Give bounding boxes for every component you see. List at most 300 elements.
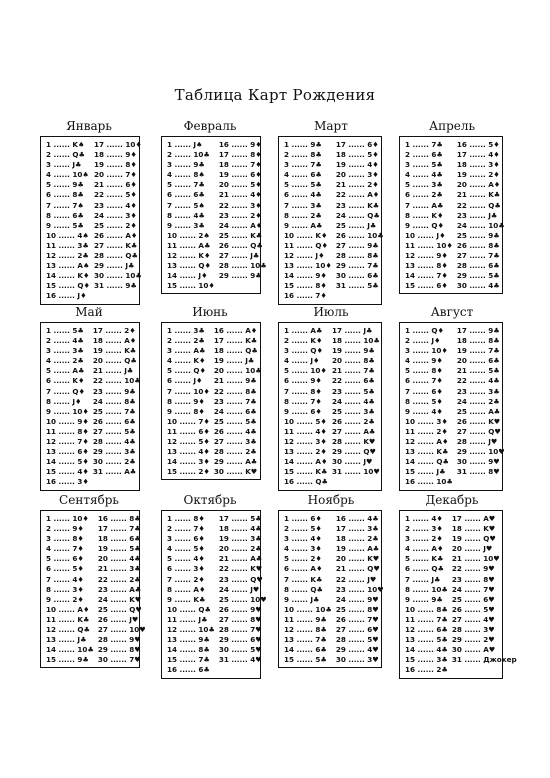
day-card-entry: 10 ...... 8♣ xyxy=(405,604,448,614)
day-card-entry: 31 ...... 5♣ xyxy=(335,281,379,291)
day-card-entry: 11 ...... J♣ xyxy=(167,614,208,624)
month-name: Июль xyxy=(313,305,349,319)
day-card-entry: 15 ...... 2♦ xyxy=(167,467,210,477)
day-card-entry: 10 ...... 5♦ xyxy=(284,416,327,426)
day-card-entry: 17 ...... 10♦ xyxy=(93,140,142,149)
day-card-entry: 10 ...... 10♣ xyxy=(284,604,332,614)
day-card-entry: 17 ...... K♣ xyxy=(213,336,258,346)
day-card-entry: 7 ...... 2♦ xyxy=(167,574,205,584)
day-card-entry: 24 ...... 3♦ xyxy=(93,210,137,220)
day-card-entry: 13 ...... 8♦ xyxy=(405,261,448,271)
day-card-entry: 31 ...... A♣ xyxy=(92,467,137,477)
day-card-entry: 16 ...... 9♦ xyxy=(218,140,262,149)
day-card-entry: 7 ...... K♣ xyxy=(284,574,323,584)
day-card-entry: 23 ...... A♣ xyxy=(97,584,142,594)
day-card-entry: 15 ...... 4♦ xyxy=(46,467,89,477)
day-card-entry: 14 ...... A♦ xyxy=(284,457,328,467)
day-card-entry: 17 ...... 4♦ xyxy=(456,150,500,160)
day-card-entry: 10 ...... 7♦ xyxy=(167,416,210,426)
day-card-entry: 3 ...... 5♣ xyxy=(405,160,443,170)
day-card-entry: 14 ...... J♦ xyxy=(167,271,208,281)
month-august xyxy=(399,304,505,492)
day-card-entry: 21 ...... 7♣ xyxy=(331,366,375,376)
day-card-entry: 22 ...... 8♣ xyxy=(213,386,257,396)
day-card-entry: 25 ...... 7♣ xyxy=(92,406,136,416)
day-card-entry: 25 ...... 6♥ xyxy=(451,594,495,604)
day-card-entry: 3 ...... 2♦ xyxy=(405,534,443,544)
day-card-entry: 14 ...... Q♣ xyxy=(405,457,449,467)
day-card-entry: 25 ...... 3♣ xyxy=(331,406,375,416)
day-card-entry: 14 ...... 3♦ xyxy=(167,457,210,467)
month-name: Сентябрь xyxy=(59,493,119,507)
day-card-entry: 1 ...... 7♣ xyxy=(405,140,443,149)
day-card-entry: 11 ...... 10♦ xyxy=(405,240,453,250)
day-card-entry: 6 ...... 8♣ xyxy=(46,190,84,200)
day-card-entry: 29 ...... 3♣ xyxy=(92,447,136,457)
day-card-entry: 23 ...... J♣ xyxy=(456,210,498,220)
day-card-entry: 8 ...... A♦ xyxy=(167,584,206,594)
month-table xyxy=(399,322,503,491)
days-column-left xyxy=(405,140,453,291)
day-card-entry: 26 ...... 10♣ xyxy=(335,230,384,240)
day-card-entry: 26 ...... 2♣ xyxy=(331,416,375,426)
day-card-entry: 15 ...... K♣ xyxy=(284,467,328,477)
month-table xyxy=(161,510,267,679)
month-table xyxy=(40,510,146,668)
day-card-entry: 25 ...... 8♥ xyxy=(335,604,379,614)
day-card-entry: 13 ...... 5♣ xyxy=(405,635,448,645)
day-card-entry: 25 ...... 5♣ xyxy=(213,416,257,426)
month-name: Май xyxy=(75,305,103,319)
day-card-entry: 28 ...... Q♣ xyxy=(93,251,138,261)
day-card-entry: 2 ...... 3♦ xyxy=(405,524,443,534)
day-card-entry: 11 ...... K♣ xyxy=(46,614,90,624)
day-card-entry: 14 ...... 7♦ xyxy=(405,271,448,281)
day-card-entry: 18 ...... Q♣ xyxy=(213,346,258,356)
day-card-entry: 27 ...... A♣ xyxy=(331,426,376,436)
day-card-entry: 20 ...... J♥ xyxy=(451,544,493,554)
day-card-entry: 22 ...... 4♣ xyxy=(456,376,500,386)
month-name: Февраль xyxy=(183,119,237,133)
day-card-entry: 26 ...... 7♥ xyxy=(335,614,379,624)
day-card-entry: 2 ...... K♦ xyxy=(284,336,323,346)
days-column-left xyxy=(167,514,215,676)
day-card-entry: 24 ...... 10♣ xyxy=(456,220,505,230)
day-card-entry: 20 ...... 2♣ xyxy=(218,544,262,554)
day-card-entry: 16 ...... Q♣ xyxy=(284,477,328,487)
day-card-entry: 24 ...... J♥ xyxy=(218,584,260,594)
days-column-right xyxy=(452,514,517,676)
day-card-entry: 23 ...... Q♥ xyxy=(218,574,263,584)
day-card-entry: 3 ...... 3♣ xyxy=(46,346,84,356)
day-card-entry: 19 ...... J♣ xyxy=(213,356,255,366)
day-card-entry: 24 ...... A♦ xyxy=(218,220,263,230)
day-card-entry: 17 ...... 3♣ xyxy=(335,524,379,534)
day-card-entry: 21 ...... K♣ xyxy=(456,190,501,200)
day-card-entry: 21 ...... 6♦ xyxy=(93,180,137,190)
day-card-entry: 16 ...... 2♣ xyxy=(405,665,448,675)
day-card-entry: 9 ...... J♣ xyxy=(284,594,320,604)
day-card-entry: 27 ...... K♣ xyxy=(93,240,138,250)
month-july xyxy=(278,304,384,492)
day-card-entry: 13 ...... 7♣ xyxy=(284,635,327,645)
day-card-entry: 8 ...... 9♦ xyxy=(167,396,205,406)
day-card-entry: 13 ...... 4♦ xyxy=(167,447,210,457)
day-card-entry: 5 ...... A♣ xyxy=(46,366,85,376)
day-card-entry: 7 ...... 8♦ xyxy=(284,386,322,396)
day-card-entry: 4 ...... 5♦ xyxy=(167,544,205,554)
day-card-entry: 3 ...... 4♦ xyxy=(284,534,322,544)
month-table xyxy=(278,510,382,668)
day-card-entry: 1 ...... 10♦ xyxy=(46,514,89,523)
day-card-entry: 11 ...... 9♣ xyxy=(284,614,327,624)
day-card-entry: 9 ...... 3♣ xyxy=(167,220,205,230)
day-card-entry: 7 ...... 10♦ xyxy=(167,386,210,396)
days-column-right xyxy=(457,140,505,291)
day-card-entry: 16 ...... 4♣ xyxy=(335,514,379,523)
day-card-entry: 12 ...... 6♣ xyxy=(405,625,448,635)
day-card-entry: 7 ...... 3♣ xyxy=(284,200,322,210)
day-card-entry: 8 ...... 4♣ xyxy=(167,210,205,220)
day-card-entry: 11 ...... 7♣ xyxy=(405,614,448,624)
day-card-entry: 18 ...... 3♦ xyxy=(456,160,500,170)
month-table xyxy=(278,136,382,305)
day-card-entry: 22 ...... 3♦ xyxy=(218,200,262,210)
day-card-entry: 30 ...... 2♣ xyxy=(92,457,136,467)
day-card-entry: 16 ...... A♦ xyxy=(213,326,258,335)
day-card-entry: 25 ...... Q♥ xyxy=(97,604,142,614)
day-card-entry: 31 ...... Джокер xyxy=(451,655,517,665)
day-card-entry: 20 ...... 5♦ xyxy=(218,180,262,190)
day-card-entry: 27 ...... 8♥ xyxy=(218,614,262,624)
day-card-entry: 29 ...... 9♣ xyxy=(218,271,262,281)
day-card-entry: 30 ...... 10♣ xyxy=(93,271,142,281)
day-card-entry: 14 ...... 8♣ xyxy=(167,645,210,655)
day-card-entry: 3 ...... 6♦ xyxy=(167,534,205,544)
day-card-entry: 23 ...... 8♥ xyxy=(451,574,495,584)
day-card-entry: 20 ...... 8♣ xyxy=(331,356,375,366)
day-card-entry: 5 ...... 4♦ xyxy=(167,554,205,564)
day-card-entry: 5 ...... 2♦ xyxy=(284,554,322,564)
day-card-entry: 17 ...... J♣ xyxy=(331,326,373,335)
day-card-entry: 6 ...... J♦ xyxy=(167,376,203,386)
day-card-entry: 3 ...... 9♣ xyxy=(167,160,205,170)
day-card-entry: 14 ...... 9♦ xyxy=(284,271,327,281)
month-name: Март xyxy=(314,119,348,133)
day-card-entry: 31 ...... 8♥ xyxy=(456,467,500,477)
day-card-entry: 11 ...... 4♦ xyxy=(284,426,327,436)
day-card-entry: 17 ...... 5♣ xyxy=(218,514,262,523)
month-september xyxy=(36,492,146,678)
month-december xyxy=(399,492,517,678)
day-card-entry: 18 ...... K♥ xyxy=(451,524,496,534)
days-column-left xyxy=(284,140,332,302)
day-card-entry: 6 ...... 5♦ xyxy=(46,564,84,574)
day-card-entry: 3 ...... Q♦ xyxy=(284,346,323,356)
day-card-entry: 6 ...... 4♣ xyxy=(284,190,322,200)
day-card-entry: 28 ...... 8♣ xyxy=(335,251,379,261)
day-card-entry: 12 ...... A♦ xyxy=(405,437,449,447)
day-card-entry: 4 ...... 6♣ xyxy=(284,170,322,180)
day-card-entry: 18 ...... 5♦ xyxy=(335,150,379,160)
day-card-entry: 12 ...... J♦ xyxy=(284,251,325,261)
day-card-entry: 18 ...... 10♣ xyxy=(331,336,380,346)
day-card-entry: 28 ...... 3♥ xyxy=(451,625,495,635)
day-card-entry: 29 ...... 10♥ xyxy=(456,447,505,457)
day-card-entry: 5 ...... K♣ xyxy=(405,554,444,564)
day-card-entry: 13 ...... J♣ xyxy=(46,635,87,645)
day-card-entry: 7 ...... 7♠ xyxy=(46,200,84,210)
day-card-entry: 15 ...... 3♣ xyxy=(405,655,448,665)
day-card-entry: 14 ...... 6♣ xyxy=(284,645,327,655)
day-card-entry: 17 ...... 9♣ xyxy=(456,326,500,335)
month-table xyxy=(161,136,267,294)
day-card-entry: 4 ...... 10♠ xyxy=(46,170,89,180)
day-card-entry: 28 ...... J♥ xyxy=(456,437,498,447)
day-card-entry: 1 ...... 5♣ xyxy=(46,326,84,335)
day-card-entry: 15 ...... 7♣ xyxy=(167,655,210,665)
day-card-entry: 6 ...... 9♦ xyxy=(284,376,322,386)
day-card-entry: 10 ...... 2♠ xyxy=(167,230,210,240)
day-card-entry: 30 ...... A♥ xyxy=(451,645,496,655)
day-card-entry: 31 ...... 4♥ xyxy=(218,655,262,665)
day-card-entry: 19 ...... Q♥ xyxy=(451,534,496,544)
day-card-entry: 27 ...... 3♣ xyxy=(213,437,257,447)
days-column-right xyxy=(94,140,142,302)
day-card-entry: 10 ...... Q♣ xyxy=(167,604,211,614)
day-card-entry: 29 ...... 5♣ xyxy=(456,271,500,281)
month-october xyxy=(157,492,267,678)
day-card-entry: 16 ...... 6♣ xyxy=(167,665,210,675)
day-card-entry: 22 ...... 6♣ xyxy=(331,376,375,386)
day-card-entry: 5 ...... 6♦ xyxy=(46,554,84,564)
day-card-entry: 21 ...... Q♥ xyxy=(335,564,380,574)
day-card-entry: 27 ...... 5♣ xyxy=(92,426,136,436)
day-card-entry: 14 ...... 10♣ xyxy=(46,645,94,655)
day-card-entry: 24 ...... 6♣ xyxy=(213,406,257,416)
day-card-entry: 7 ...... Q♦ xyxy=(46,386,85,396)
month-table xyxy=(278,322,382,491)
day-card-entry: 27 ...... 7♣ xyxy=(456,251,500,261)
day-card-entry: 24 ...... 8♣ xyxy=(92,396,136,406)
day-card-entry: 25 ...... K♣ xyxy=(218,230,263,240)
day-card-entry: 15 ...... J♣ xyxy=(405,467,446,477)
day-card-entry: 7 ...... A♣ xyxy=(405,200,444,210)
day-card-entry: 15 ...... 10♦ xyxy=(167,281,215,291)
day-card-entry: 14 ...... K♦ xyxy=(46,271,90,281)
month-table xyxy=(399,136,503,294)
days-column-left xyxy=(405,326,453,488)
month-name: Январь xyxy=(66,119,112,133)
day-card-entry: 21 ...... A♣ xyxy=(218,554,263,564)
day-card-entry: 12 ...... 7♦ xyxy=(46,437,89,447)
day-card-entry: 20 ...... K♥ xyxy=(335,554,380,564)
day-card-entry: 12 ...... 9♦ xyxy=(405,251,448,261)
day-card-entry: 8 ...... 7♦ xyxy=(284,396,322,406)
day-card-entry: 9 ...... Q♦ xyxy=(405,220,444,230)
day-card-entry: 13 ...... 2♦ xyxy=(284,447,327,457)
day-card-entry: 11 ...... 8♦ xyxy=(46,426,89,436)
day-card-entry: 2 ...... J♦ xyxy=(405,336,441,346)
day-card-entry: 9 ...... 5♣ xyxy=(46,220,84,230)
day-card-entry: 25 ...... J♣ xyxy=(335,220,377,230)
day-card-entry: 10 ...... 4♠ xyxy=(46,230,89,240)
day-card-entry: 1 ...... 6♦ xyxy=(284,514,322,523)
day-card-entry: 22 ...... 10♣ xyxy=(92,376,141,386)
day-card-entry: 5 ...... 8♦ xyxy=(405,366,443,376)
day-card-entry: 6 ...... K♦ xyxy=(46,376,85,386)
day-card-entry: 26 ...... A♦ xyxy=(93,230,138,240)
day-card-entry: 20 ...... 4♣ xyxy=(97,554,141,564)
day-card-entry: 5 ...... 5♣ xyxy=(284,180,322,190)
day-card-entry: 9 ...... 10♦ xyxy=(46,406,89,416)
day-card-entry: 29 ...... 8♥ xyxy=(97,645,141,655)
day-card-entry: 11 ...... 2♦ xyxy=(405,426,448,436)
day-card-entry: 1 ...... 4♦ xyxy=(405,514,443,523)
day-card-entry: 21 ...... 5♣ xyxy=(456,366,500,376)
month-name: Апрель xyxy=(428,119,476,133)
day-card-entry: 18 ...... 8♣ xyxy=(456,336,500,346)
day-card-entry: 9 ...... 4♦ xyxy=(405,406,443,416)
day-card-entry: 27 ...... 4♥ xyxy=(451,614,495,624)
day-card-entry: 19 ...... 5♣ xyxy=(97,544,141,554)
day-card-entry: 7 ...... 5♠ xyxy=(167,200,205,210)
day-card-entry: 17 ...... 6♦ xyxy=(335,140,379,149)
day-card-entry: 8 ...... 5♦ xyxy=(405,396,443,406)
day-card-entry: 3 ...... A♣ xyxy=(167,346,206,356)
day-card-entry: 10 ...... 3♦ xyxy=(405,416,448,426)
day-card-entry: 2 ...... 9♦ xyxy=(46,524,84,534)
day-card-entry: 20 ...... 10♣ xyxy=(213,366,262,376)
day-card-entry: 1 ...... A♣ xyxy=(284,326,323,335)
day-card-entry: 28 ...... 2♣ xyxy=(213,447,257,457)
day-card-entry: 2 ...... 7♦ xyxy=(167,524,205,534)
day-card-entry: 25 ...... 10♥ xyxy=(218,594,267,604)
month-name: Август xyxy=(430,305,474,319)
day-card-entry: 13 ...... 6♦ xyxy=(46,447,89,457)
day-card-entry: 23 ...... 5♣ xyxy=(331,386,375,396)
day-card-entry: 8 ...... 6♣ xyxy=(46,210,84,220)
day-card-entry: 21 ...... 2♦ xyxy=(335,180,379,190)
day-card-entry: 6 ...... Q♣ xyxy=(405,564,444,574)
day-card-entry: 1 ...... 9♣ xyxy=(284,140,322,149)
day-card-entry: 15 ...... 8♦ xyxy=(284,281,327,291)
day-card-entry: 8 ...... Q♣ xyxy=(284,584,323,594)
day-card-entry: 9 ...... 6♦ xyxy=(284,406,322,416)
day-card-entry: 8 ...... 10♣ xyxy=(405,584,448,594)
day-card-entry: 22 ...... 5♦ xyxy=(93,190,137,200)
day-card-entry: 2 ...... 10♣ xyxy=(167,150,210,160)
day-card-entry: 2 ...... 5♦ xyxy=(284,524,322,534)
day-card-entry: 25 ...... 9♣ xyxy=(456,230,500,240)
days-column-left xyxy=(46,514,94,665)
day-card-entry: 4 ...... A♦ xyxy=(405,544,444,554)
day-card-entry: 4 ...... 2♣ xyxy=(46,356,84,366)
day-card-entry: 9 ...... K♣ xyxy=(167,594,206,604)
day-card-entry: 21 ...... J♣ xyxy=(92,366,134,376)
day-card-entry: 7 ...... J♣ xyxy=(405,574,441,584)
days-column-left xyxy=(405,514,448,676)
days-column-left xyxy=(46,140,90,302)
day-card-entry: 19 ...... 7♣ xyxy=(456,346,500,356)
day-card-entry: 30 ...... K♥ xyxy=(213,467,258,477)
day-card-entry: 9 ...... 8♦ xyxy=(167,406,205,416)
day-card-entry: 21 ...... 4♦ xyxy=(218,190,262,200)
day-card-entry: 31 ...... 10♥ xyxy=(331,467,380,477)
day-card-entry: 23 ...... 9♣ xyxy=(92,386,136,396)
month-table xyxy=(399,510,517,679)
day-card-entry: 3 ...... 7♣ xyxy=(284,160,322,170)
days-column-right xyxy=(332,326,380,488)
days-column-left xyxy=(284,514,332,665)
day-card-entry: 27 ...... 10♥ xyxy=(97,625,146,635)
page-title: Таблица Карт Рождения xyxy=(174,86,376,104)
month-january xyxy=(36,118,142,304)
day-card-entry: 10 ...... J♦ xyxy=(405,230,446,240)
month-table xyxy=(161,322,261,480)
day-card-entry: 16 ...... J♦ xyxy=(46,291,87,301)
day-card-entry: 6 ...... 2♣ xyxy=(405,190,443,200)
day-card-entry: 12 ...... 3♦ xyxy=(284,437,327,447)
day-card-entry: 22 ...... A♦ xyxy=(335,190,380,200)
day-card-entry: 20 ...... Q♣ xyxy=(92,356,137,366)
day-card-entry: 9 ...... 9♣ xyxy=(405,594,443,604)
month-name: Октябрь xyxy=(183,493,237,507)
day-card-entry: 7 ...... 6♦ xyxy=(405,386,443,396)
day-card-entry: 28 ...... 6♣ xyxy=(456,261,500,271)
day-card-entry: 18 ...... 9♦ xyxy=(93,150,137,160)
day-card-entry: 2 ...... 2♣ xyxy=(167,336,205,346)
day-card-entry: 4 ...... K♦ xyxy=(167,356,206,366)
day-card-entry: 28 ...... 7♥ xyxy=(218,625,262,635)
day-card-entry: 28 ...... K♥ xyxy=(331,437,376,447)
day-card-entry: 30 ...... 9♥ xyxy=(456,457,500,467)
day-card-entry: 4 ...... 7♦ xyxy=(46,544,84,554)
day-card-entry: 19 ...... 3♣ xyxy=(218,534,262,544)
day-card-entry: 30 ...... 3♥ xyxy=(335,655,379,665)
day-card-entry: 23 ...... 7♣ xyxy=(213,396,257,406)
day-card-entry: 17 ...... 2♦ xyxy=(92,326,136,335)
day-card-entry: 21 ...... 9♣ xyxy=(213,376,257,386)
day-card-entry: 15 ...... 5♣ xyxy=(284,655,327,665)
day-card-entry: 6 ...... 3♦ xyxy=(167,564,205,574)
day-card-entry: 19 ...... 9♣ xyxy=(331,346,375,356)
day-card-entry: 26 ...... 5♥ xyxy=(451,604,495,614)
days-column-left xyxy=(46,326,89,488)
day-card-entry: 23 ...... 4♦ xyxy=(93,200,137,210)
day-card-entry: 26 ...... 4♣ xyxy=(213,426,257,436)
day-card-entry: 4 ...... 8♠ xyxy=(167,170,205,180)
day-card-entry: 6 ...... 7♦ xyxy=(405,376,443,386)
day-card-entry: 1 ...... 8♦ xyxy=(167,514,205,523)
day-card-entry: 18 ...... A♦ xyxy=(92,336,137,346)
day-card-entry: 28 ...... 5♥ xyxy=(335,635,379,645)
day-card-entry: 11 ...... Q♦ xyxy=(284,240,328,250)
day-card-entry: 26 ...... 8♣ xyxy=(456,240,500,250)
day-card-entry: 5 ...... 9♣ xyxy=(46,180,84,190)
day-card-entry: 11 ...... 3♣ xyxy=(46,240,89,250)
days-column-left xyxy=(284,326,328,488)
month-february xyxy=(157,118,267,304)
day-card-entry: 24 ...... 4♣ xyxy=(331,396,375,406)
day-card-entry: 1 ...... K♠ xyxy=(46,140,85,149)
days-column-right xyxy=(219,140,267,291)
day-card-entry: 19 ...... 2♦ xyxy=(456,170,500,180)
day-card-entry: 15 ...... 6♦ xyxy=(405,281,448,291)
day-card-entry: 23 ...... K♣ xyxy=(335,200,380,210)
day-card-entry: 29 ...... 2♥ xyxy=(451,635,495,645)
day-card-entry: 18 ...... 4♣ xyxy=(218,524,262,534)
